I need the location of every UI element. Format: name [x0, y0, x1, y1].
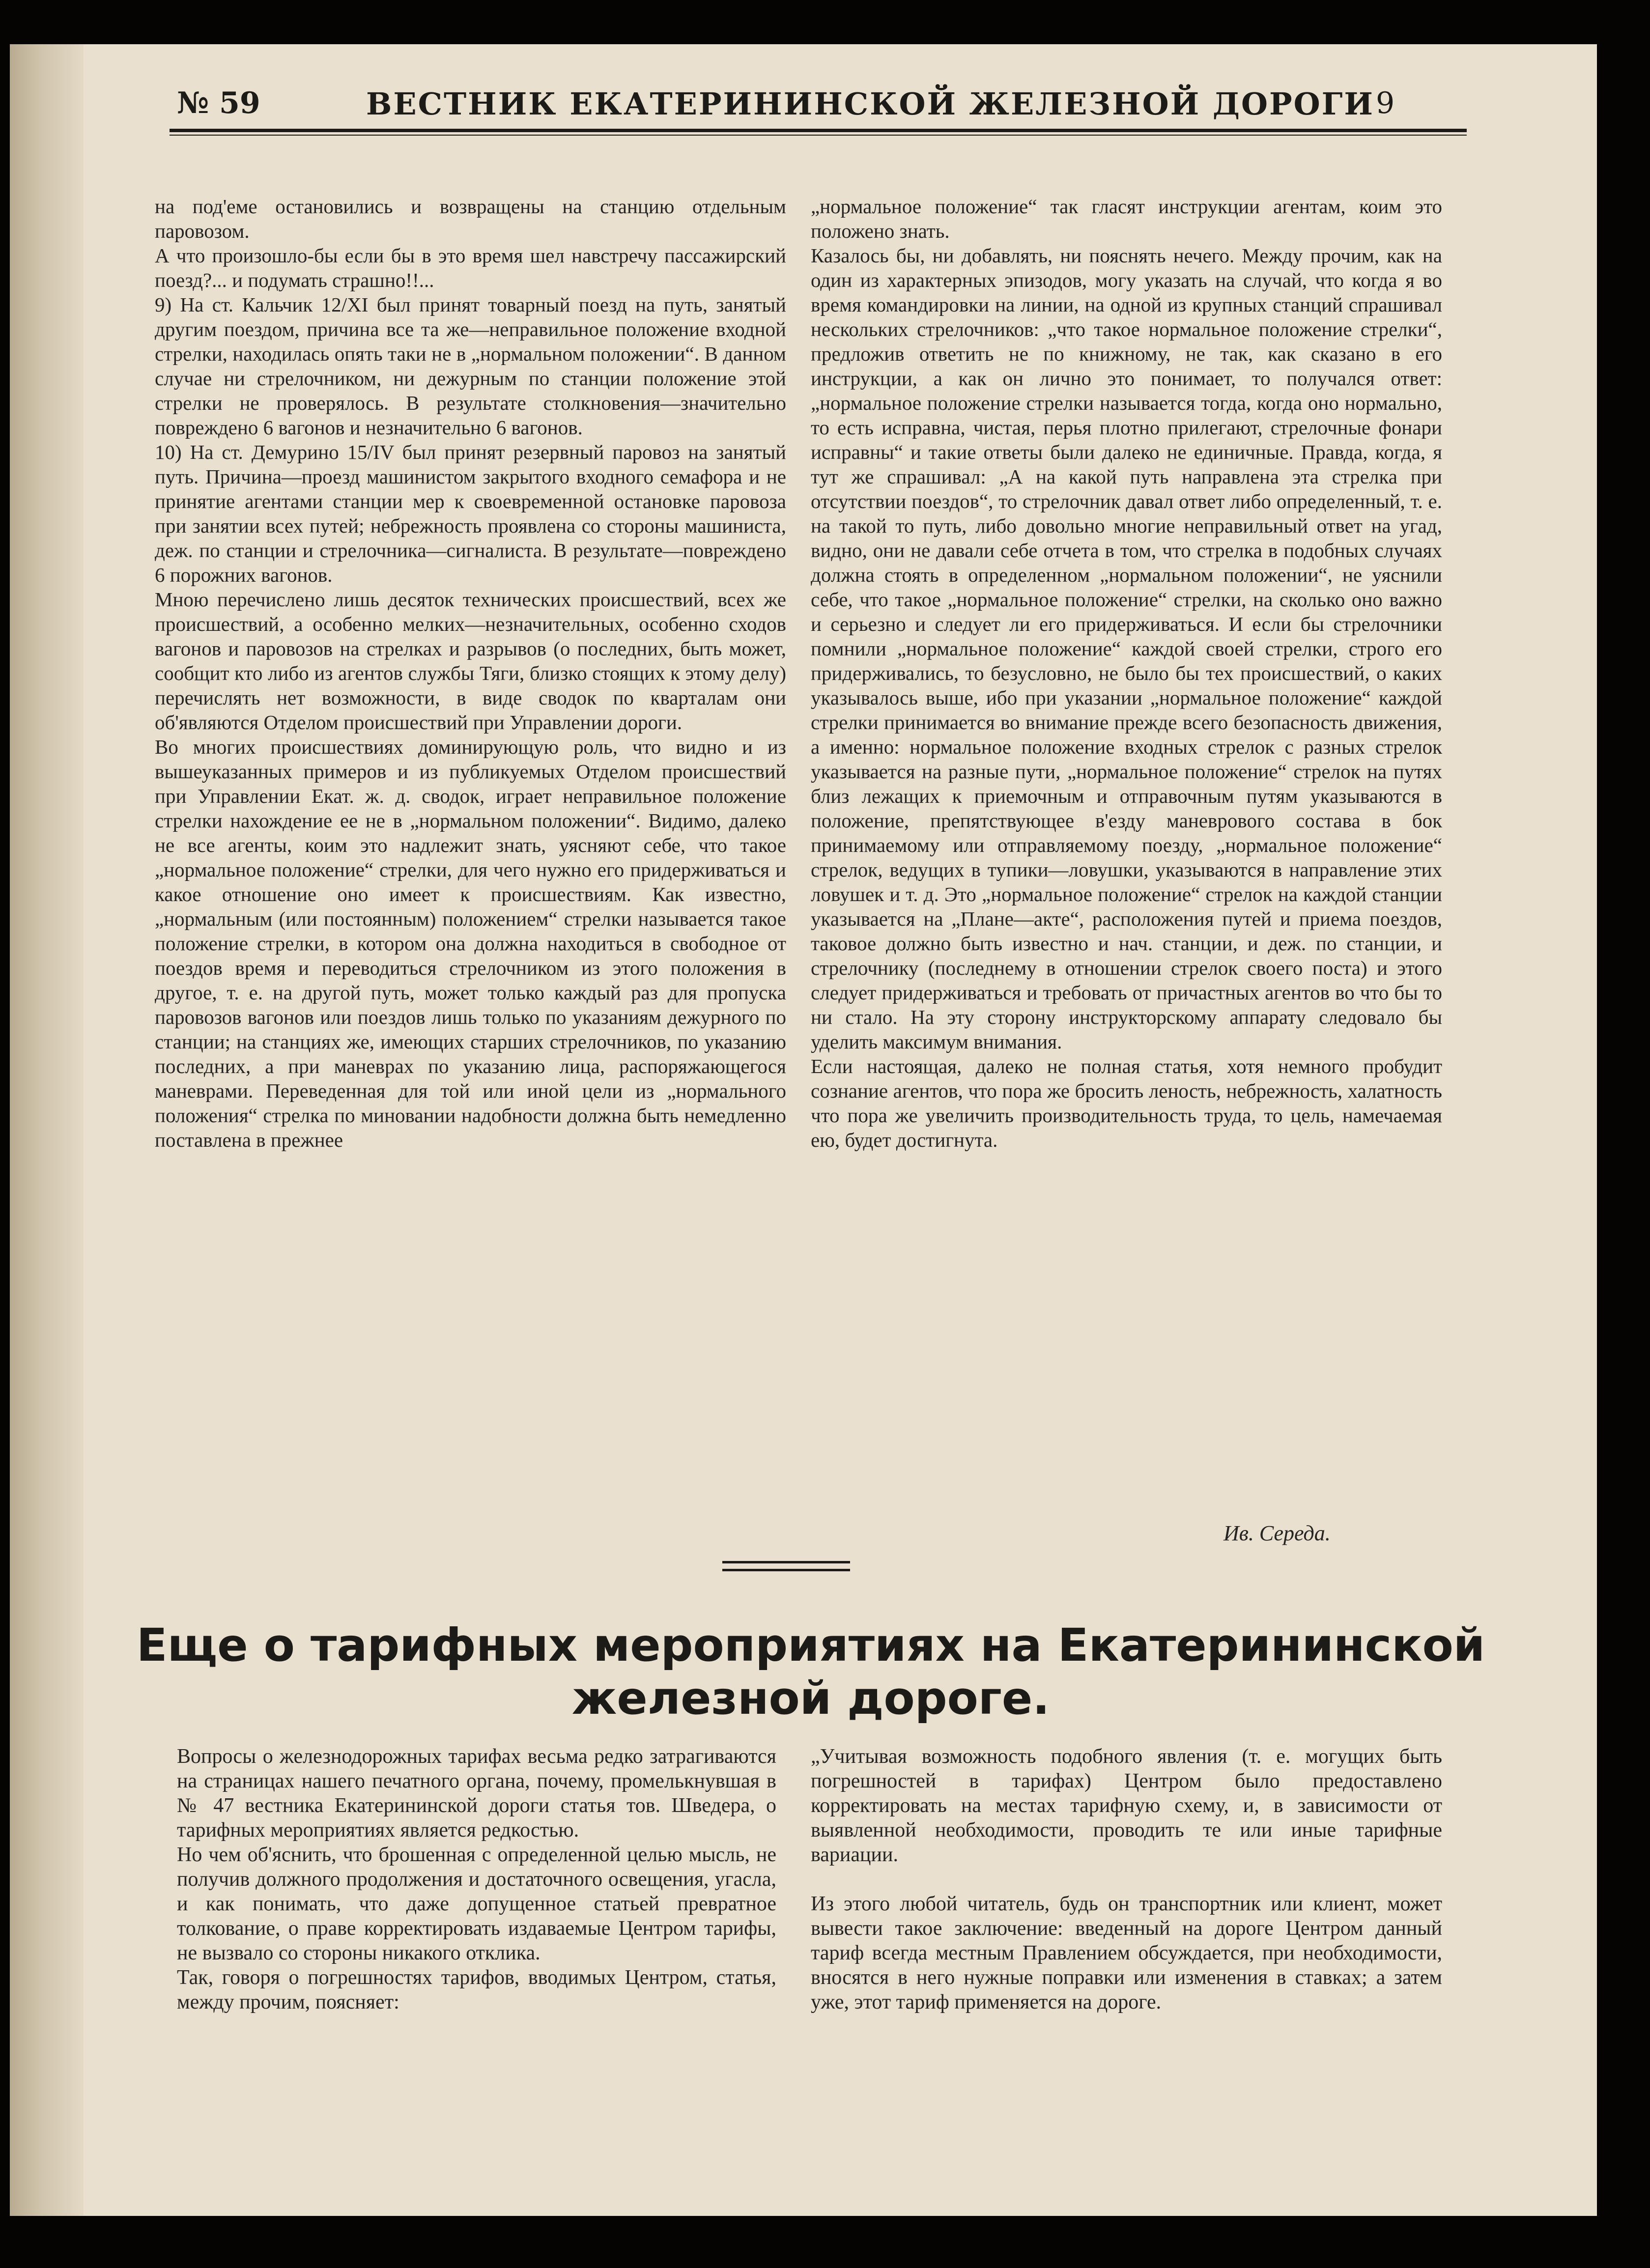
- header-rule-thin: [170, 135, 1467, 136]
- article-separator-bottom: [722, 1569, 850, 1571]
- article1-column-right: „нормальное положение“ так гласят инструкции агентам, коим это положено знать. Казалось бы, ни добавлять, ни пояснять нечего. Между прочим, как на один из характерных эпизодов, могу указать на случай, что когда я во время командировки на линии, на одной из крупных станций спрашивал нескольких стрелочников: „что такое нормальное положение стрелки“, предложив ответить не по книжному, не так, как сказано в его инструкции, а как он лично это понимает, то получался ответ: „нормальное положение стрелки называется тогда, когда оно нормально, то есть исправна, чистая, перья плотно прилегают, стрелочные фонари исправны“ и такие ответы были далеко не единичные. Правда, когда, я тут же спрашивал: „А на какой путь направлена эта стрелка при отсутствии поездов“, то стрелочник давал ответ либо определенный, т. е. на такой то путь, либо довольно многие неправильный ответ на угад, видно, они не давали себе отчета в том, что стрелка в подобных случаях должна стоять в определенном „нормальном положении“, не уяснили себе, что такое „нормальное положение“ стрелки, на сколько оно важно и серьезно и следует ли его придерживаться. И если бы стрелочники помнили „нормальное положение“ каждой своей стрелки, строго его придерживались, то безусловно, не было бы тех происшествий, о каких указывалось выше, ибо при указании „нормальное положение“ каждой стрелки принимается во внимание прежде всего безопасность движения, а именно: нормальное положение входных стрелок с разных стрелок указывается на разные пути, „нормальное положение“ стрелок на путях близ лежащих к приемочным и отправочным путям указываются в положение, препятствующее в'езду маневрового состава в бок принимаемому или отправляемому поезду, „нормальное положение“ стрелок, ведущих в тупики—ловушки, указываются в направление этих ловушек и т. д. Это „нормальное положение“ стрелок на каждой станции указывается на „Плане—акте“, расположения путей и приема поездов, таковое должно быть известно и нач. станции, и деж. по станции, и стрелочнику (последнему в отношении стрелок своего поста) и этого следует придерживаться и требовать от причастных агентов во что бы то ни стало. На эту сторону инструкторскому аппарату следовало бы уделить максимум внимания. Если настоящая, далеко не полная статья, хотя немного пробудит сознание агентов, что пора же бросить леность, небрежность, халатность что пора же увеличить производительность труда, то цель, намечаемая ею, будет достигнута.: [811, 195, 1442, 1151]
- article2-column-left: Вопросы о железнодорожных тарифах весьма редко затрагиваются на страницах нашего печатного органа, почему, промелькнувшая в № 47 вестника Екатерининской дороги статья тов. Шведера, о тарифных мероприятиях является редкостью. Но чем об'яснить, что брошенная с определенной целью мысль, не получив должного продолжения и достаточного освещения, угасла, и как понимать, что даже допущенное статьей превратное толкование, о праве корректировать издаваемые Центром тарифы, не вызвало со стороны никакого отклика. Так, говоря о погрешностях тарифов, вводимых Центром, статья, между прочим, поясняет:: [177, 1745, 776, 2013]
- header-rule-thick: [170, 129, 1467, 132]
- article-separator-top: [722, 1561, 850, 1563]
- article1-column-left: на под'еме остановились и возвращены на станцию отдельным паровозом. А что произошло-бы если бы в это время шел навстречу пассажирский поезд?... и подумать страшно!!... 9) На ст. Кальчик 12/XI был принят товарный поезд на путь, занятый другим поездом, причина все та же—неправильное положение входной стрелки, находилась опять таки не в „нормальном положении“. В данном случае ни стрелочником, ни дежурным по станции положение этой стрелки не проверялось. В результате столкновения—значительно повреждено 6 вагонов и незначительно 6 вагонов. 10) На ст. Демурино 15/IV был принят резервный паровоз на занятый путь. Причина—проезд машинистом закрытого входного семафора и не принятие агентами станции мер к своевременной остановке паровоза при занятии всех путей; небрежность проявлена со стороны машиниста, деж. по станции и стрелочника—сигналиста. В результате—повреждено 6 порожних вагонов. Мною перечислено лишь десяток технических происшествий, всех же происшествий, а особенно мелких—незначительных, особенно сходов вагонов и паровозов на стрелках и разрывов (о последних, быть может, сообщит кто либо из агентов службы Тяги, близко стоящих к этому делу) перечислять нет возможности, в виде сводок по кварталам они об'являются Отделом происшествий при Управлении дороги. Во многих происшествиях доминирующую роль, что видно и из вышеуказанных примеров и из публикуемых Отделом происшествий при Управлении Екат. ж. д. сводок, играет неправильное положение стрелки нахождение ее не в „нормальном положении“. Видимо, далеко не все агенты, коим это надлежит знать, уясняют себе, что такое „нормальное положение“ стрелки, для чего нужно его придерживаться и какое отношение оно имеет к происшествиям. Как известно, „нормальным (или постоянным) положением“ стрелки называется такое положение стрелки, в котором она должна находиться в свободное от поездов время и переводиться стрелочником из этого положения в другое, т. е. на другой путь, может только каждый раз для пропуска паровозов вагонов или поездов лишь только по указаниям дежурного по станции; на станциях же, имеющих старших стрелочников, по указанию последних, а при маневрах по указанию лица, распоряжающегося маневрами. Переведенная для той или иной цели из „нормального положения“ стрелка по миновании надобности должна быть немедленно поставлена в прежнее: [155, 195, 786, 1151]
- page-binding-shadow: [10, 44, 84, 2216]
- issue-number: № 59: [177, 86, 260, 120]
- article1-signature: Ив. Середа.: [1223, 1521, 1331, 1545]
- page-number: 9: [1376, 86, 1395, 120]
- journal-title: ВЕСТНИК ЕКАТЕРИНИНСКОЙ ЖЕЛЕЗНОЙ ДОРОГИ: [366, 86, 1374, 122]
- article2-title: Еще о тарифных мероприятиях на Екатерининской железной дороге.: [136, 1619, 1485, 1725]
- article2-column-right: „Учитывая возможность подобного явления (т. е. могущих быть погрешностей в тарифах) Центром было предоставлено корректировать на местах тарифную схему, и, в зависимости от выявленной необходимости, проводить те или иные тарифные вариации. Из этого любой читатель, будь он транспортник или клиент, может вывести такое заключение: введенный на дороге Центром данный тариф всегда местным Правлением обсуждается, при необходимости, вносятся в него нужные поправки или изменения в ставках; а затем уже, этот тариф применяется на дороге.: [811, 1745, 1442, 2013]
